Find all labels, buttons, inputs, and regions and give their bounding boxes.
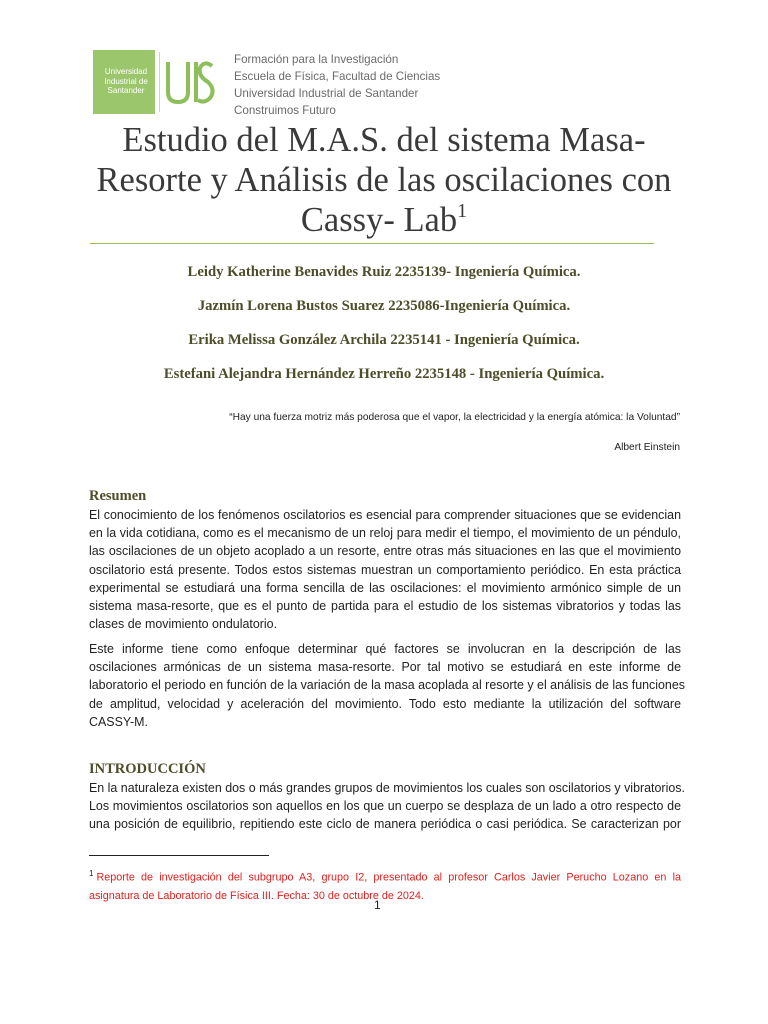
institution-line: Formación para la Investigación: [234, 53, 399, 66]
institution-line: Escuela de Física, Facultad de Ciencias: [234, 70, 441, 83]
epigraph-author: Albert Einstein: [614, 442, 680, 453]
introduccion-heading: INTRODUCCIÓN: [89, 761, 206, 777]
text-line: El conocimiento de los fenómenos oscilatorios es esencial para comprender situaciones que se evidencian: [89, 508, 681, 522]
text-line: Los movimientos oscilatorios son aquellos en los que un cuerpo se desplaza de un lado a otro respecto de: [89, 799, 681, 814]
text-line: en la vida cotidiana, como es el mecanismo de un reloj para medir el tiempo, el movimiento de un péndulo,: [89, 526, 681, 541]
footnote: [89, 865, 681, 905]
resumen-paragraph-1: [89, 506, 681, 633]
text-line: laboratorio el periodo en función de la variación de la masa acoplada al resorte y el análisis de las funciones: [89, 678, 685, 693]
author-line: Jazmín Lorena Bustos Suarez 2235086-Ingeniería Química.: [197, 298, 571, 314]
institution-line: Construimos Futuro: [234, 104, 336, 117]
text-line: oscilatorio está presente. Todos estos sistemas muestran un comportamiento periódico. En esta práctica: [89, 562, 681, 577]
title-footnote-marker[interactable]: 1: [457, 200, 468, 222]
text-line: Este informe tiene como enfoque determinar qué factores se involucran en la descripción de las: [89, 642, 681, 656]
institution-block: [234, 51, 534, 119]
logo-separator: [155, 50, 157, 114]
text-line: experimental se estudiará una forma sencilla de las oscilaciones: el movimiento armónico simple de un: [89, 580, 681, 595]
footnote-line: asignatura de Laboratorio de Física III. Fecha: 30 de octubre de 2024.: [89, 889, 424, 902]
text-line: clases de movimiento ondulatorio.: [89, 617, 278, 632]
author-line: Erika Melissa González Archila 2235141 - Ingeniería Química.: [188, 332, 580, 348]
footnote-line: [89, 865, 681, 887]
uis-monogram-icon: [159, 52, 218, 112]
title-divider: [90, 243, 654, 244]
logo-text-line: Universidad: [104, 67, 148, 76]
text-line: sistema masa-resorte, que es el punto de partida para el estudio de los sistemas vibratorios y todas las: [89, 599, 681, 614]
resumen-paragraph-2: [89, 640, 685, 731]
introduccion-paragraph: [89, 779, 685, 834]
logo-text-line: Industrial de: [104, 76, 148, 86]
title-line: Estudio del M.A.S. del sistema Masa-: [122, 121, 646, 159]
page-number: 1: [374, 898, 381, 912]
text-line: CASSY-M.: [89, 714, 148, 729]
footnote-text: Reporte de investigación del subgrupo A3, grupo I2, presentado al profesor Carlos Javier Perucho Lozano en la: [96, 871, 681, 884]
author-line: Estefani Alejandra Hernández Herreño 2235148 - Ingeniería Química.: [163, 366, 605, 382]
epigraph-quote: “Hay una fuerza motriz más poderosa que el vapor, la electricidad y la energía atómica: la Voluntad”: [229, 412, 680, 423]
text-line: una posición de equilibrio, repitiendo este ciclo de manera periódica o casi periódica. Se caracterizan por: [89, 817, 681, 832]
logo-green-block: [93, 50, 155, 114]
footnote-marker: 1: [89, 869, 94, 878]
footnote-divider: [89, 855, 269, 856]
title-line: Resorte y Análisis de las oscilaciones con: [96, 161, 672, 199]
text-line: En la naturaleza existen dos o más grandes grupos de movimientos los cuales son oscilatorios y vibratorios.: [89, 781, 685, 795]
document-title: [88, 120, 680, 240]
text-line: las oscilaciones de un objeto acoplado a un resorte, entre otras más situaciones en las que el movimiento: [89, 544, 681, 559]
institution-line: Universidad Industrial de Santander: [234, 87, 419, 100]
text-line: oscilaciones armónicas de un sistema masa-resorte. Por tal motivo se estudiará en este informe de: [89, 660, 681, 675]
resumen-heading: Resumen: [89, 488, 147, 504]
logo-text: [99, 67, 153, 96]
uis-logo: [93, 50, 217, 114]
logo-text-line: Santander: [107, 86, 145, 95]
author-line: Leidy Katherine Benavides Ruiz 2235139- Ingeniería Química.: [187, 264, 581, 280]
title-line-text: Cassy- Lab: [300, 201, 458, 239]
title-line: [88, 200, 680, 240]
text-line: de amplitud, velocidad y aceleración del movimiento. Todo esto mediante la utilización del software: [89, 696, 681, 711]
